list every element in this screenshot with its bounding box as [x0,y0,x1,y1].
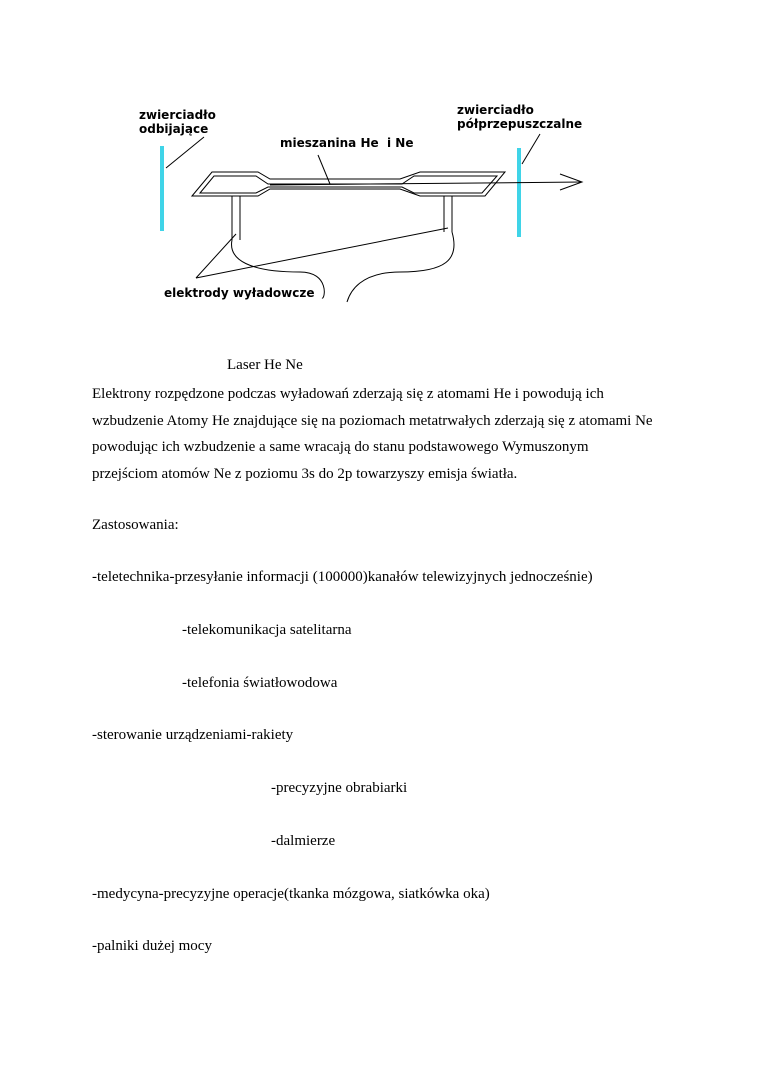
application-item: -medycyna-precyzyjne operacje(tkanka mózgowa, siatkówka oka) [92,886,490,902]
paragraph-line: przejściom atomów Ne z poziomu 3s do 2p towarzyszy emisja światła. [92,465,518,482]
application-item: -sterowanie urządzeniami-rakiety [92,727,294,743]
description-paragraph [92,381,692,487]
paragraph-line: wzbudzenie Atomy He znajdujące się na poziomach metatrwałych zderzają się z atomami Ne [92,412,653,429]
application-item: -dalmierze [271,833,336,849]
label-mirror-right: zwierciadło półprzepuszczalne [457,103,583,131]
label-mirror-left: zwierciadło odbijające [139,108,216,136]
label-electrodes: elektrody wyładowcze [164,286,315,300]
laser-tube-drawing [0,0,760,330]
paragraph-line: powodując ich wzbudzenie a same wracają do stanu podstawowego Wymuszonym [92,439,589,455]
laser-diagram [0,0,760,330]
left-electrode [232,196,240,240]
application-item: -telekomunikacja satelitarna [182,622,352,638]
right-electrode [444,196,452,232]
application-item: -teletechnika-przesyłanie informacji (100000)kanałów telewizyjnych jednocześnie) [92,569,593,585]
applications-heading: Zastosowania: [92,517,179,533]
application-item: -precyzyjne obrabiarki [271,780,408,796]
page-title: Laser He Ne [227,357,303,373]
application-item: -telefonia światłowodowa [182,675,338,691]
paragraph-line: Elektrony rozpędzone podczas wyładowań zderzają się z atomami He i powodują ich [92,386,604,402]
label-mixture: mieszanina He i Ne [280,136,414,150]
application-item: -palniki dużej mocy [92,938,212,954]
